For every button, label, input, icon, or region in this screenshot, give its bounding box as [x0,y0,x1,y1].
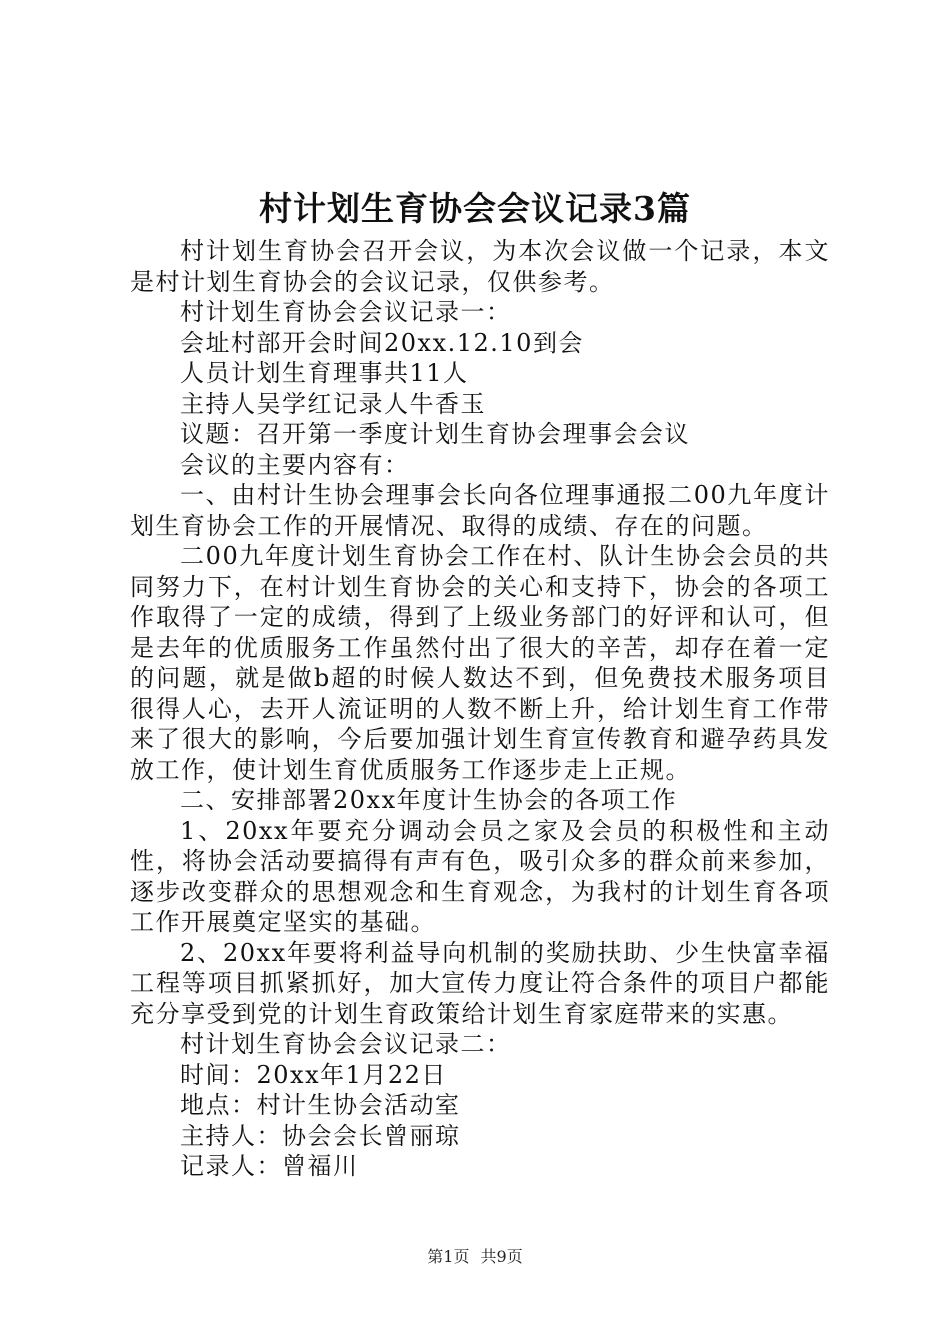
paragraph-task-one: 1、20xx年要充分调动会员之家及会员的积极性和主动性，将协会活动要搞得有声有色，吸引众多的群众前来参加，逐步改变群众的思想观念和生育观念，为我村的计划生育各项工作开展奠定坚实的基础。 [130,816,830,936]
paragraph-item-two: 二、安排部署20xx年度计生协会的各项工作 [180,786,678,814]
paragraph-record-one-heading: 村计划生育协会会议记录一： [180,298,512,326]
paragraph-recorder: 记录人：曾福川 [180,1152,359,1180]
page-number: 第1页 [427,1247,470,1266]
paragraph-item-one: 一、由村计生协会理事会长向各位理事通报二00九年度计划生育协会工作的开展情况、取得的成绩、存在的问题。 [130,481,830,540]
paragraph-host: 主持人：协会会长曾丽琼 [180,1121,461,1150]
paragraph-topic: 议题：召开第一季度计划生育协会理事会会议 [180,420,690,448]
page-footer [0,1244,950,1267]
paragraph-venue-time: 会址村部开会时间20xx.12.10到会 [180,328,584,357]
paragraph-attendees: 人员计划生育理事共11人 [180,359,469,387]
document-body [130,236,830,1182]
paragraph-record-two-heading: 村计划生育协会会议记录二： [180,1030,512,1058]
paragraph-host-recorder: 主持人吴学红记录人牛香玉 [180,389,486,418]
document-title: 村计划生育协会会议记录3篇 [259,189,691,228]
paragraph-intro: 村计划生育协会召开会议，为本次会议做一个记录，本文是村计划生育协会的会议记录，仅供参考。 [130,237,830,296]
paragraph-time: 时间：20xx年1月22日 [180,1060,447,1089]
paragraph-location: 地点：村计生协会活动室 [180,1091,461,1119]
paragraph-task-two: 2、20xx年要将利益导向机制的奖励扶助、少生快富幸福工程等项目抓紧抓好，加大宣传力度让符合条件的项目户都能充分享受到党的计划生育政策给计划生育家庭带来的实惠。 [130,938,830,1028]
paragraph-main-content-heading: 会议的主要内容有： [180,450,410,479]
paragraph-work-summary: 二00九年度计划生育协会工作在村、队计生协会会员的共同努力下，在村计划生育协会的关心和支持下，协会的各项工作取得了一定的成绩，得到了上级业务部门的好评和认可，但是去年的优质服务工作虽然付出了很大的辛苦，却存在着一定的问题，就是做b超的时候人数达不到，但免费技术服务项目很得人心，去开人流证明的人数不断上升，给计划生育工作带来了很大的影响，今后要加强计划生育宣传教育和避孕药具发放工作，使计划生育优质服务工作逐步走上正规。 [130,542,830,784]
page-total: 共9页 [480,1247,523,1266]
